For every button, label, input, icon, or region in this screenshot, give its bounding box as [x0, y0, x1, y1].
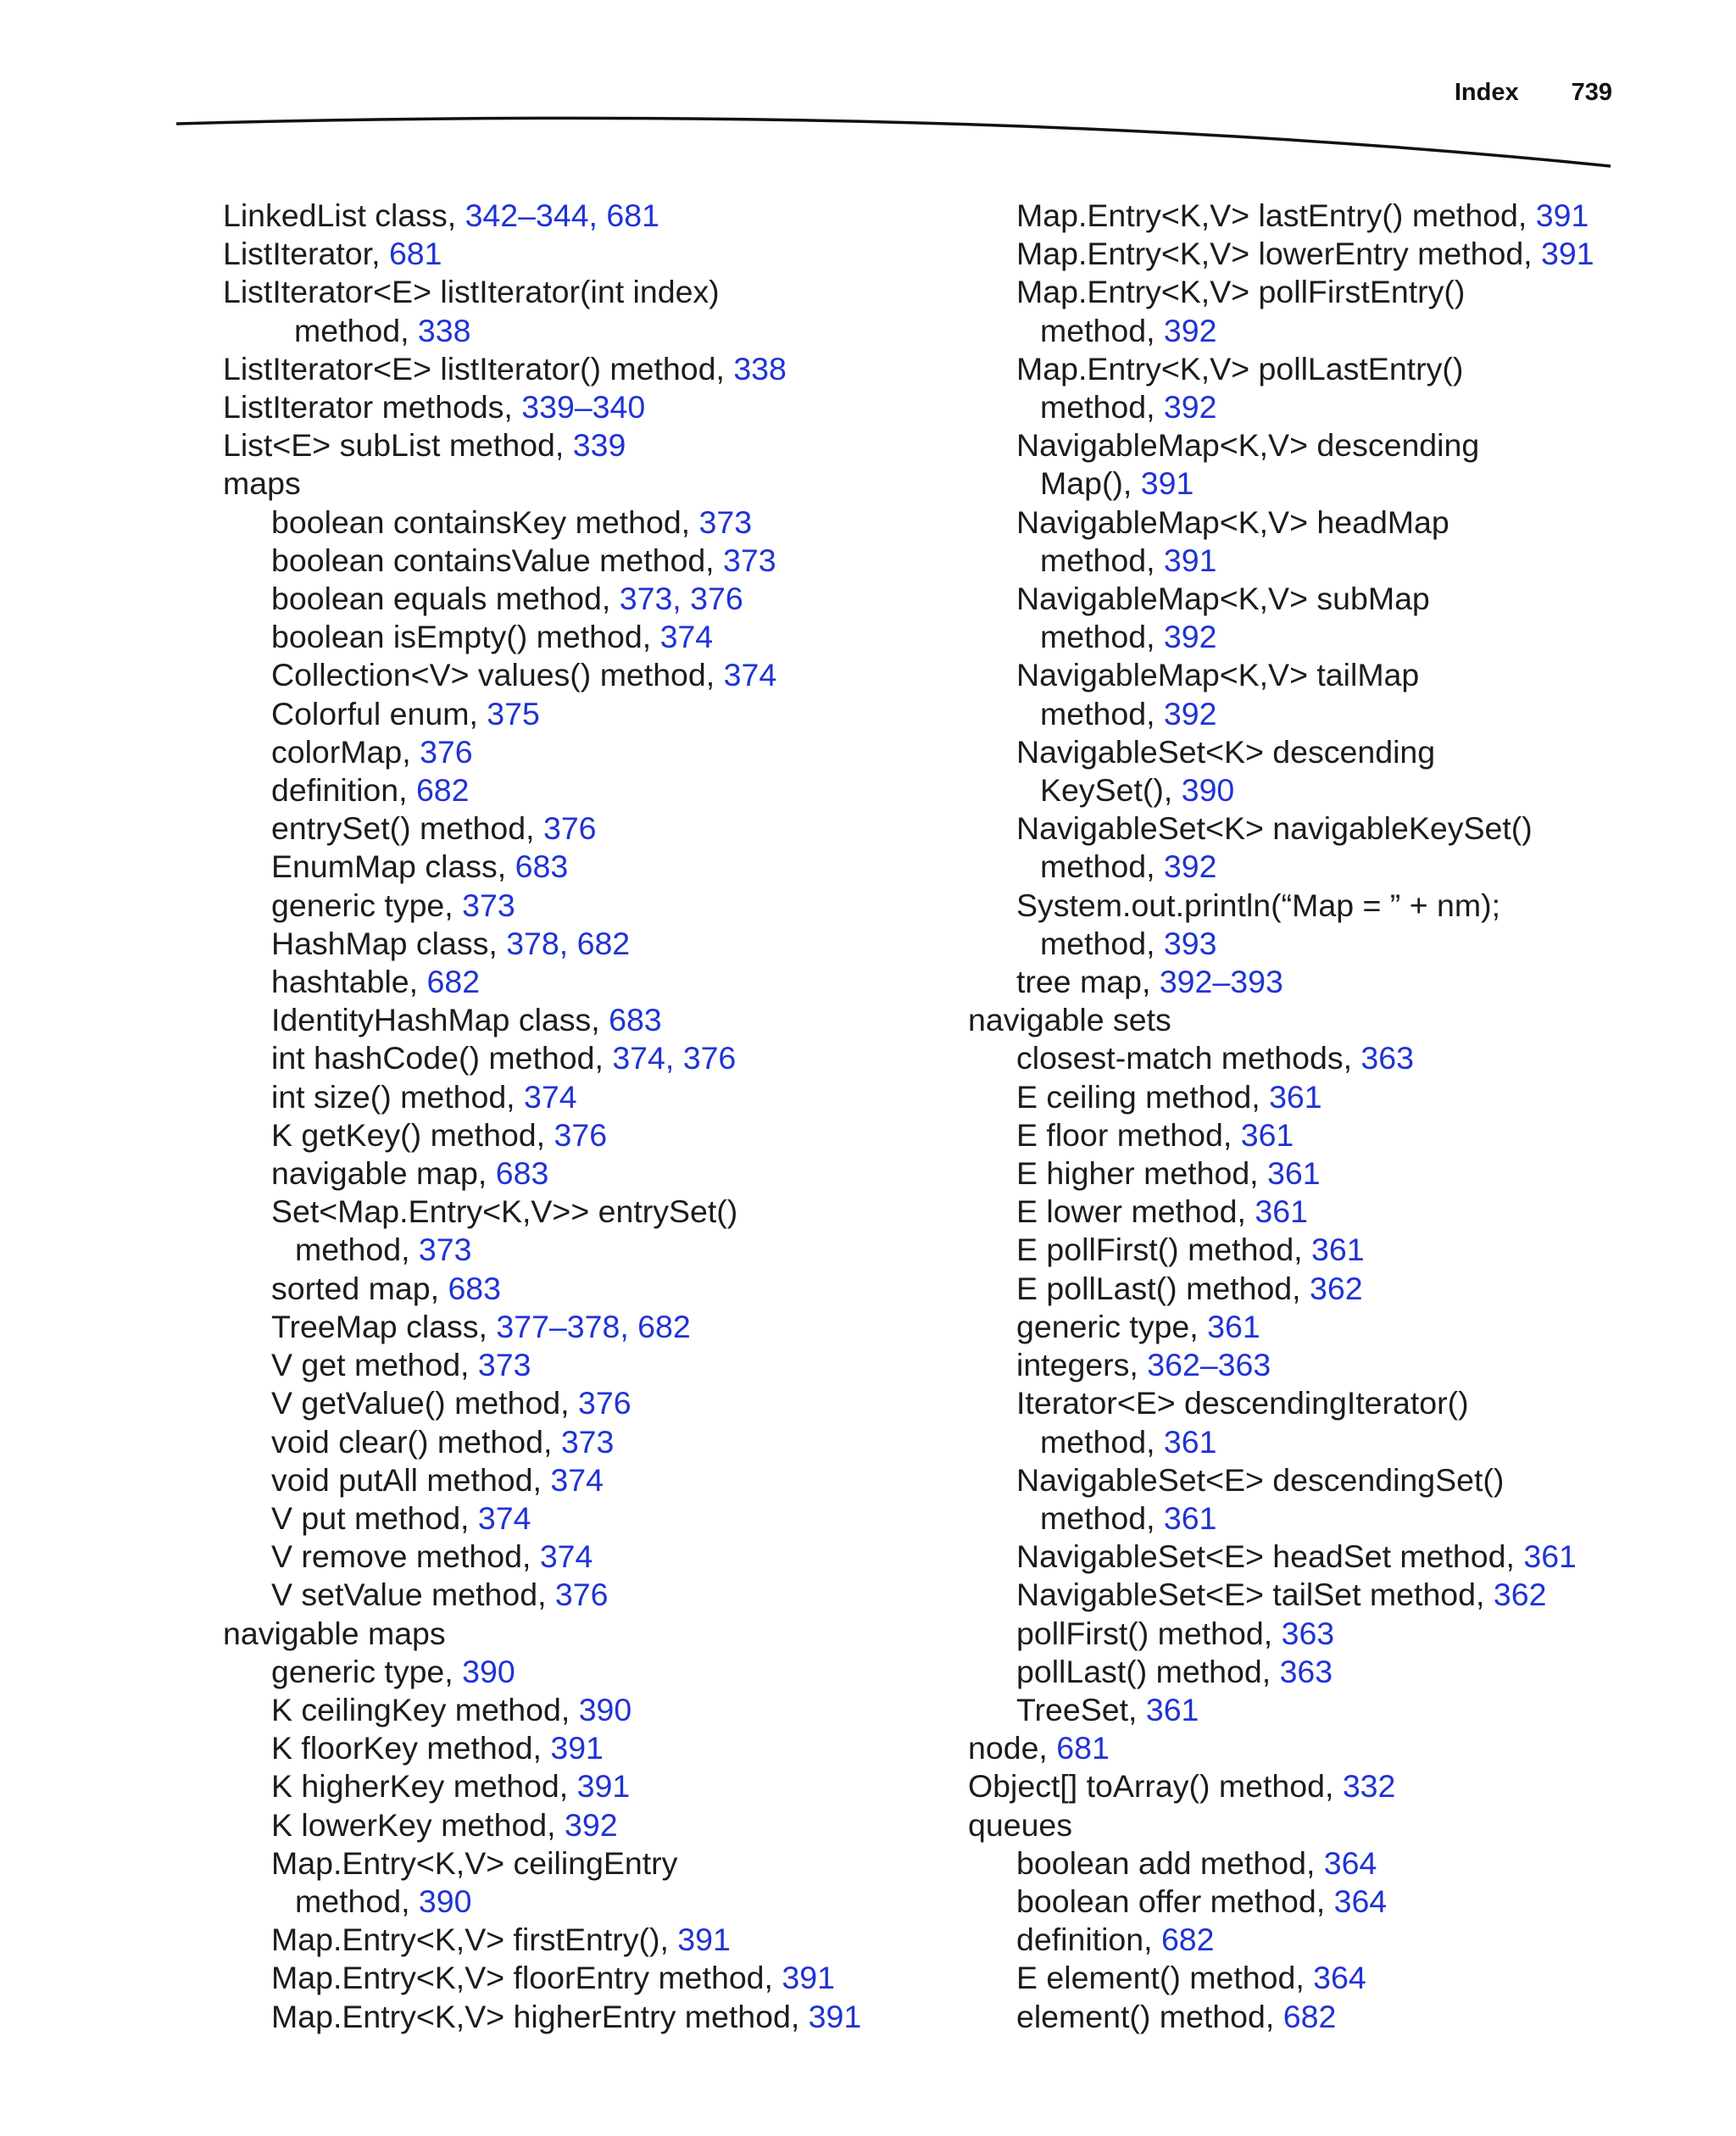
index-term: K ceilingKey method, — [271, 1691, 579, 1727]
index-entry — [223, 925, 952, 963]
index-term: System.out.println(“Map = ” + nm); — [1016, 887, 1501, 923]
index-entry — [223, 963, 952, 1001]
index-term: V get method, — [271, 1347, 478, 1383]
index-entry — [223, 1154, 952, 1193]
page-reference-link[interactable]: 374 — [539, 1538, 593, 1575]
header-rule — [0, 0, 1736, 186]
index-column-left — [223, 197, 952, 2036]
index-term: K floorKey method, — [271, 1730, 551, 1766]
page-reference-link[interactable]: 376 — [578, 1385, 632, 1421]
index-term: E pollLast() method, — [1016, 1270, 1310, 1306]
index-term: method, — [294, 312, 418, 348]
page-reference-link[interactable]: 683 — [609, 1002, 662, 1038]
page-reference-link[interactable]: 332 — [1342, 1768, 1396, 1805]
page-reference-link[interactable]: 373 — [698, 503, 753, 540]
index-term: NavigableSet<E> tailSet method, — [1016, 1577, 1494, 1613]
page-reference-link[interactable]: 373 — [462, 887, 515, 923]
page-reference-link[interactable]: 361 — [1163, 1423, 1217, 1460]
index-entry — [223, 1806, 952, 1844]
page-reference-link[interactable]: 374 — [723, 657, 777, 693]
index-entry — [968, 1154, 1714, 1193]
page-reference-link[interactable]: 339 — [572, 427, 626, 464]
index-entry — [968, 887, 1714, 925]
index-entry — [968, 809, 1714, 848]
index-term: Colorful enum, — [271, 695, 487, 731]
page-reference-link[interactable]: 373, 376 — [619, 581, 743, 617]
page-reference-link[interactable]: 361 — [1311, 1232, 1365, 1268]
index-term: NavigableMap<K,V> descending — [1016, 427, 1480, 464]
index-term: tree map, — [1016, 964, 1160, 1000]
index-term: Map.Entry<K,V> pollFirstEntry() — [1016, 274, 1466, 310]
index-entry — [223, 1691, 952, 1729]
index-term: method, — [1040, 1423, 1164, 1460]
index-entry — [968, 1193, 1714, 1231]
index-term: Iterator<E> descendingIterator() — [1016, 1385, 1469, 1421]
page-reference-link[interactable]: 391 — [808, 1998, 862, 2034]
index-term: NavigableSet<K> descending — [1016, 733, 1436, 770]
index-entry — [968, 312, 1714, 350]
page-reference-link[interactable]: 374, 376 — [612, 1040, 737, 1076]
index-term: NavigableMap<K,V> subMap — [1016, 581, 1430, 617]
page-reference-link[interactable]: 683 — [495, 1155, 549, 1192]
index-entry — [968, 1039, 1714, 1077]
index-entry — [968, 464, 1714, 503]
index-entry — [968, 1806, 1714, 1844]
index-entry — [968, 1729, 1714, 1767]
page-reference-link[interactable]: 361 — [1269, 1078, 1322, 1115]
index-term: definition, — [1016, 1922, 1161, 1958]
page-reference-link[interactable]: 361 — [1163, 1499, 1217, 1536]
index-term: V put method, — [271, 1499, 478, 1536]
index-term: navigable maps — [223, 1615, 446, 1651]
index-term: E element() method, — [1016, 1960, 1314, 1996]
index-entry — [223, 771, 952, 809]
index-term: method, — [1040, 695, 1164, 731]
page-reference-link[interactable]: 338 — [733, 350, 787, 387]
index-entry — [223, 1959, 952, 1997]
index-term: K getKey() method, — [271, 1116, 554, 1153]
index-term: method, — [295, 1883, 419, 1919]
index-term: method, — [1040, 312, 1164, 348]
index-entry — [223, 580, 952, 618]
page-reference-link[interactable]: 338 — [417, 312, 471, 348]
page-reference-link[interactable]: 362–363 — [1147, 1347, 1271, 1383]
page-reference-link[interactable]: 392 — [1163, 848, 1217, 885]
page-reference-link[interactable]: 363 — [1360, 1040, 1414, 1076]
index-entry — [223, 1078, 952, 1116]
index-entry — [968, 426, 1714, 464]
index-term: IdentityHashMap class, — [271, 1002, 609, 1038]
index-entry — [223, 273, 952, 311]
index-term: navigable sets — [968, 1002, 1171, 1038]
page-reference-link[interactable]: 342–344, 681 — [465, 197, 659, 233]
index-term: Object[] toArray() method, — [968, 1768, 1343, 1805]
page-reference-link[interactable]: 392 — [1163, 619, 1217, 655]
page-reference-link[interactable]: 392 — [565, 1806, 618, 1843]
index-entry — [968, 1116, 1714, 1154]
index-term: Map.Entry<K,V> floorEntry method, — [271, 1960, 782, 1996]
index-entry — [968, 388, 1714, 426]
index-entry — [223, 464, 952, 503]
index-term: V remove method, — [271, 1538, 540, 1575]
index-term: NavigableSet<E> descendingSet() — [1016, 1461, 1505, 1498]
index-term: NavigableSet<K> navigableKeySet() — [1016, 810, 1533, 847]
index-entry — [223, 656, 952, 694]
index-term: TreeMap class, — [271, 1308, 497, 1344]
index-term: E lower method, — [1016, 1193, 1255, 1230]
page-reference-link[interactable]: 682 — [415, 772, 470, 809]
index-term: ListIterator, — [223, 236, 389, 272]
index-term: method, — [1040, 542, 1164, 578]
index-entry — [968, 197, 1714, 235]
index-entry — [968, 542, 1714, 580]
index-term: void clear() method, — [271, 1423, 561, 1460]
page-reference-link[interactable]: 391 — [1163, 542, 1217, 578]
page-reference-link[interactable]: 364 — [1323, 1844, 1377, 1881]
index-term: Map.Entry<K,V> ceilingEntry — [271, 1844, 678, 1881]
index-entry — [223, 1116, 952, 1154]
page-reference-link[interactable]: 391 — [576, 1768, 631, 1805]
index-term: Collection<V> values() method, — [271, 657, 724, 693]
index-term: NavigableMap<K,V> tailMap — [1016, 657, 1420, 693]
index-entry — [223, 1576, 952, 1614]
page-reference-link[interactable]: 376 — [542, 810, 597, 847]
page-reference-link[interactable]: 390 — [578, 1691, 632, 1727]
index-entry — [223, 1001, 952, 1039]
index-entry — [223, 542, 952, 580]
index-term: NavigableMap<K,V> headMap — [1016, 503, 1449, 540]
index-entry — [968, 1691, 1714, 1729]
index-term: element() method, — [1016, 1998, 1283, 2034]
page-reference-link[interactable]: 683 — [515, 848, 569, 885]
index-term: V setValue method, — [271, 1577, 555, 1613]
page-reference-link[interactable]: 376 — [554, 1577, 609, 1613]
index-entry — [968, 235, 1714, 273]
index-entry — [223, 1921, 952, 1959]
index-term: generic type, — [271, 887, 463, 923]
page-reference-link[interactable]: 377–378, 682 — [496, 1308, 691, 1344]
index-term: ListIterator<E> listIterator(int index) — [223, 274, 720, 310]
index-entry — [223, 1231, 952, 1269]
page-reference-link[interactable]: 682 — [426, 964, 481, 1000]
index-entry — [223, 503, 952, 542]
header-page-number: 739 — [1571, 79, 1612, 106]
page-reference-link[interactable]: 391 — [1140, 465, 1194, 502]
index-entry — [223, 1270, 952, 1308]
index-entry — [223, 197, 952, 235]
index-term: E pollFirst() method, — [1016, 1232, 1312, 1268]
page-reference-link[interactable]: 363 — [1279, 1653, 1333, 1689]
page-reference-link[interactable]: 374 — [524, 1078, 577, 1115]
index-entry — [223, 388, 952, 426]
page-reference-link[interactable]: 361 — [1240, 1116, 1294, 1153]
index-term: HashMap class, — [271, 925, 507, 961]
page-reference-link[interactable]: 391 — [1535, 197, 1589, 233]
index-term: method, — [1040, 389, 1164, 426]
page-reference-link[interactable]: 364 — [1333, 1883, 1388, 1919]
index-term: method, — [1040, 925, 1164, 961]
index-entry — [968, 580, 1714, 618]
page-reference-link[interactable]: 392–393 — [1159, 964, 1283, 1000]
index-term: Map.Entry<K,V> pollLastEntry() — [1016, 350, 1464, 387]
index-entry — [223, 350, 952, 388]
page-reference-link[interactable]: 375 — [487, 695, 540, 731]
index-entry — [968, 963, 1714, 1001]
index-entry — [968, 1998, 1714, 2036]
page-reference-link[interactable]: 361 — [1255, 1193, 1308, 1230]
index-term: NavigableSet<E> headSet method, — [1016, 1538, 1524, 1575]
index-entry — [223, 618, 952, 656]
index-term: pollLast() method, — [1016, 1653, 1280, 1689]
page-reference-link[interactable]: 376 — [420, 733, 473, 770]
index-entry — [223, 1767, 952, 1805]
page-reference-link[interactable]: 390 — [418, 1883, 472, 1919]
index-term: V getValue() method, — [271, 1385, 578, 1421]
index-entry — [223, 733, 952, 771]
page-reference-link[interactable]: 682 — [1160, 1922, 1215, 1958]
index-term: K higherKey method, — [271, 1768, 577, 1805]
page-reference-link[interactable]: 374 — [659, 619, 714, 655]
index-entry — [968, 1615, 1714, 1653]
index-entry — [223, 426, 952, 464]
index-entry — [968, 1959, 1714, 1997]
index-entry — [968, 1308, 1714, 1346]
page-reference-link[interactable]: 682 — [1283, 1998, 1337, 2034]
index-term: generic type, — [271, 1653, 463, 1689]
page-reference-link[interactable]: 681 — [388, 236, 442, 272]
index-entry — [223, 1653, 952, 1691]
index-entry — [223, 1346, 952, 1384]
index-column-right — [968, 197, 1714, 2036]
page-reference-link[interactable]: 390 — [462, 1653, 515, 1689]
index-entry — [968, 848, 1714, 886]
index-entry — [968, 1538, 1714, 1576]
index-term: boolean add method, — [1016, 1844, 1324, 1881]
index-term: KeySet(), — [1040, 772, 1182, 809]
page-reference-link[interactable]: 361 — [1267, 1155, 1321, 1192]
index-entry — [968, 350, 1714, 388]
page-reference-link[interactable]: 391 — [1541, 236, 1594, 272]
index-term: Map.Entry<K,V> firstEntry(), — [271, 1922, 678, 1958]
header-section-title: Index — [1454, 79, 1519, 106]
index-entry — [968, 771, 1714, 809]
index-entry — [968, 1231, 1714, 1269]
index-term: int hashCode() method, — [271, 1040, 613, 1076]
index-entry — [223, 1883, 952, 1921]
index-entry — [223, 1039, 952, 1077]
index-term: colorMap, — [271, 733, 420, 770]
page-reference-link[interactable]: 361 — [1145, 1691, 1199, 1727]
index-entry — [968, 695, 1714, 733]
page-reference-link[interactable]: 392 — [1163, 695, 1217, 731]
index-term: integers, — [1016, 1347, 1148, 1383]
index-entry — [968, 1499, 1714, 1538]
index-term: method, — [1040, 1499, 1164, 1536]
index-term: Map(), — [1040, 465, 1141, 502]
page-reference-link[interactable]: 373 — [477, 1347, 531, 1383]
index-entry — [223, 312, 952, 350]
index-term: boolean isEmpty() method, — [271, 619, 660, 655]
page-reference-link[interactable]: 373 — [723, 542, 776, 578]
index-term: navigable map, — [271, 1155, 496, 1192]
index-entry — [968, 1001, 1714, 1039]
index-entry — [968, 733, 1714, 771]
index-term: K lowerKey method, — [271, 1806, 565, 1843]
index-entry — [223, 695, 952, 733]
index-entry — [223, 1384, 952, 1422]
page-reference-link[interactable]: 361 — [1523, 1538, 1577, 1575]
index-term: pollFirst() method, — [1016, 1615, 1282, 1651]
index-term: sorted map, — [271, 1270, 448, 1306]
index-term: boolean containsKey method, — [271, 503, 699, 540]
page-reference-link[interactable]: 362 — [1493, 1577, 1547, 1613]
index-entry — [968, 618, 1714, 656]
page-reference-link[interactable]: 393 — [1163, 925, 1217, 961]
index-entry — [968, 1270, 1714, 1308]
index-term: method, — [1040, 619, 1164, 655]
index-entry — [223, 1998, 952, 2036]
page-reference-link[interactable]: 363 — [1281, 1615, 1335, 1651]
page-reference-link[interactable]: 373 — [560, 1423, 615, 1460]
index-term: LinkedList class, — [223, 197, 465, 233]
page-reference-link[interactable]: 364 — [1313, 1960, 1366, 1996]
index-term: List<E> subList method, — [223, 427, 573, 464]
index-term: definition, — [271, 772, 416, 809]
page-reference-link[interactable]: 361 — [1207, 1308, 1260, 1344]
index-term: maps — [223, 465, 301, 502]
page-reference-link[interactable]: 376 — [554, 1116, 608, 1153]
index-term: node, — [968, 1730, 1057, 1766]
index-entry — [968, 1461, 1714, 1499]
page-reference-link[interactable]: 392 — [1163, 312, 1217, 348]
index-entry — [968, 1346, 1714, 1384]
index-entry — [223, 848, 952, 886]
page-reference-link[interactable]: 374 — [477, 1499, 531, 1536]
index-term: E floor method, — [1016, 1116, 1241, 1153]
index-term: method, — [1040, 848, 1164, 885]
page-reference-link[interactable]: 362 — [1310, 1270, 1363, 1306]
index-entry — [968, 1078, 1714, 1116]
page-reference-link[interactable]: 373 — [418, 1232, 472, 1268]
index-term: int size() method, — [271, 1078, 525, 1115]
index-term: TreeSet, — [1016, 1691, 1146, 1727]
index-term: closest-match methods, — [1016, 1040, 1361, 1076]
page-reference-link[interactable]: 374 — [550, 1461, 604, 1498]
index-entry — [223, 235, 952, 273]
page-reference-link[interactable]: 681 — [1056, 1730, 1110, 1766]
index-entry — [968, 1883, 1714, 1921]
index-entry — [968, 1576, 1714, 1614]
index-entry — [223, 1729, 952, 1767]
index-entry — [968, 656, 1714, 694]
index-term: Map.Entry<K,V> lowerEntry method, — [1016, 236, 1542, 272]
index-entry — [968, 503, 1714, 542]
index-term: E ceiling method, — [1016, 1078, 1270, 1115]
page-reference-link[interactable]: 392 — [1163, 389, 1217, 426]
page-reference-link[interactable]: 339–340 — [521, 389, 646, 426]
index-entry — [968, 273, 1714, 311]
index-entry — [223, 1499, 952, 1538]
index-entry — [968, 1767, 1714, 1805]
index-term: entrySet() method, — [271, 810, 543, 847]
index-entry — [968, 1844, 1714, 1883]
page-reference-link[interactable]: 391 — [550, 1730, 604, 1766]
index-term: Map.Entry<K,V> higherEntry method, — [271, 1998, 809, 2034]
page-reference-link[interactable]: 391 — [782, 1960, 835, 1996]
index-term: method, — [295, 1232, 419, 1268]
index-term: hashtable, — [271, 964, 427, 1000]
index-entry — [223, 1615, 952, 1653]
index-entry — [223, 809, 952, 848]
index-term: EnumMap class, — [271, 848, 515, 885]
page-reference-link[interactable]: 390 — [1181, 772, 1235, 809]
index-entry — [223, 1538, 952, 1576]
index-term: boolean offer method, — [1016, 1883, 1334, 1919]
index-entry — [968, 1921, 1714, 1959]
index-term: ListIterator<E> listIterator() method, — [223, 350, 734, 387]
index-entry — [223, 1423, 952, 1461]
index-entry — [223, 1193, 952, 1231]
index-entry — [223, 1461, 952, 1499]
index-term: Map.Entry<K,V> lastEntry() method, — [1016, 197, 1536, 233]
index-entry — [223, 1844, 952, 1883]
index-entry — [223, 1308, 952, 1346]
index-term: ListIterator methods, — [223, 389, 522, 426]
index-term: generic type, — [1016, 1308, 1208, 1344]
index-entry — [223, 887, 952, 925]
page-reference-link[interactable]: 683 — [448, 1270, 502, 1306]
index-entry — [968, 1423, 1714, 1461]
index-term: Set<Map.Entry<K,V>> entrySet() — [271, 1193, 738, 1230]
page-reference-link[interactable]: 391 — [677, 1922, 731, 1958]
index-term: boolean equals method, — [271, 581, 620, 617]
index-term: queues — [968, 1806, 1073, 1843]
index-entry — [968, 1653, 1714, 1691]
index-term: E higher method, — [1016, 1155, 1268, 1192]
page-reference-link[interactable]: 378, 682 — [506, 925, 631, 961]
index-entry — [968, 925, 1714, 963]
index-term: boolean containsValue method, — [271, 542, 724, 578]
index-entry — [968, 1384, 1714, 1422]
index-term: void putAll method, — [271, 1461, 551, 1498]
